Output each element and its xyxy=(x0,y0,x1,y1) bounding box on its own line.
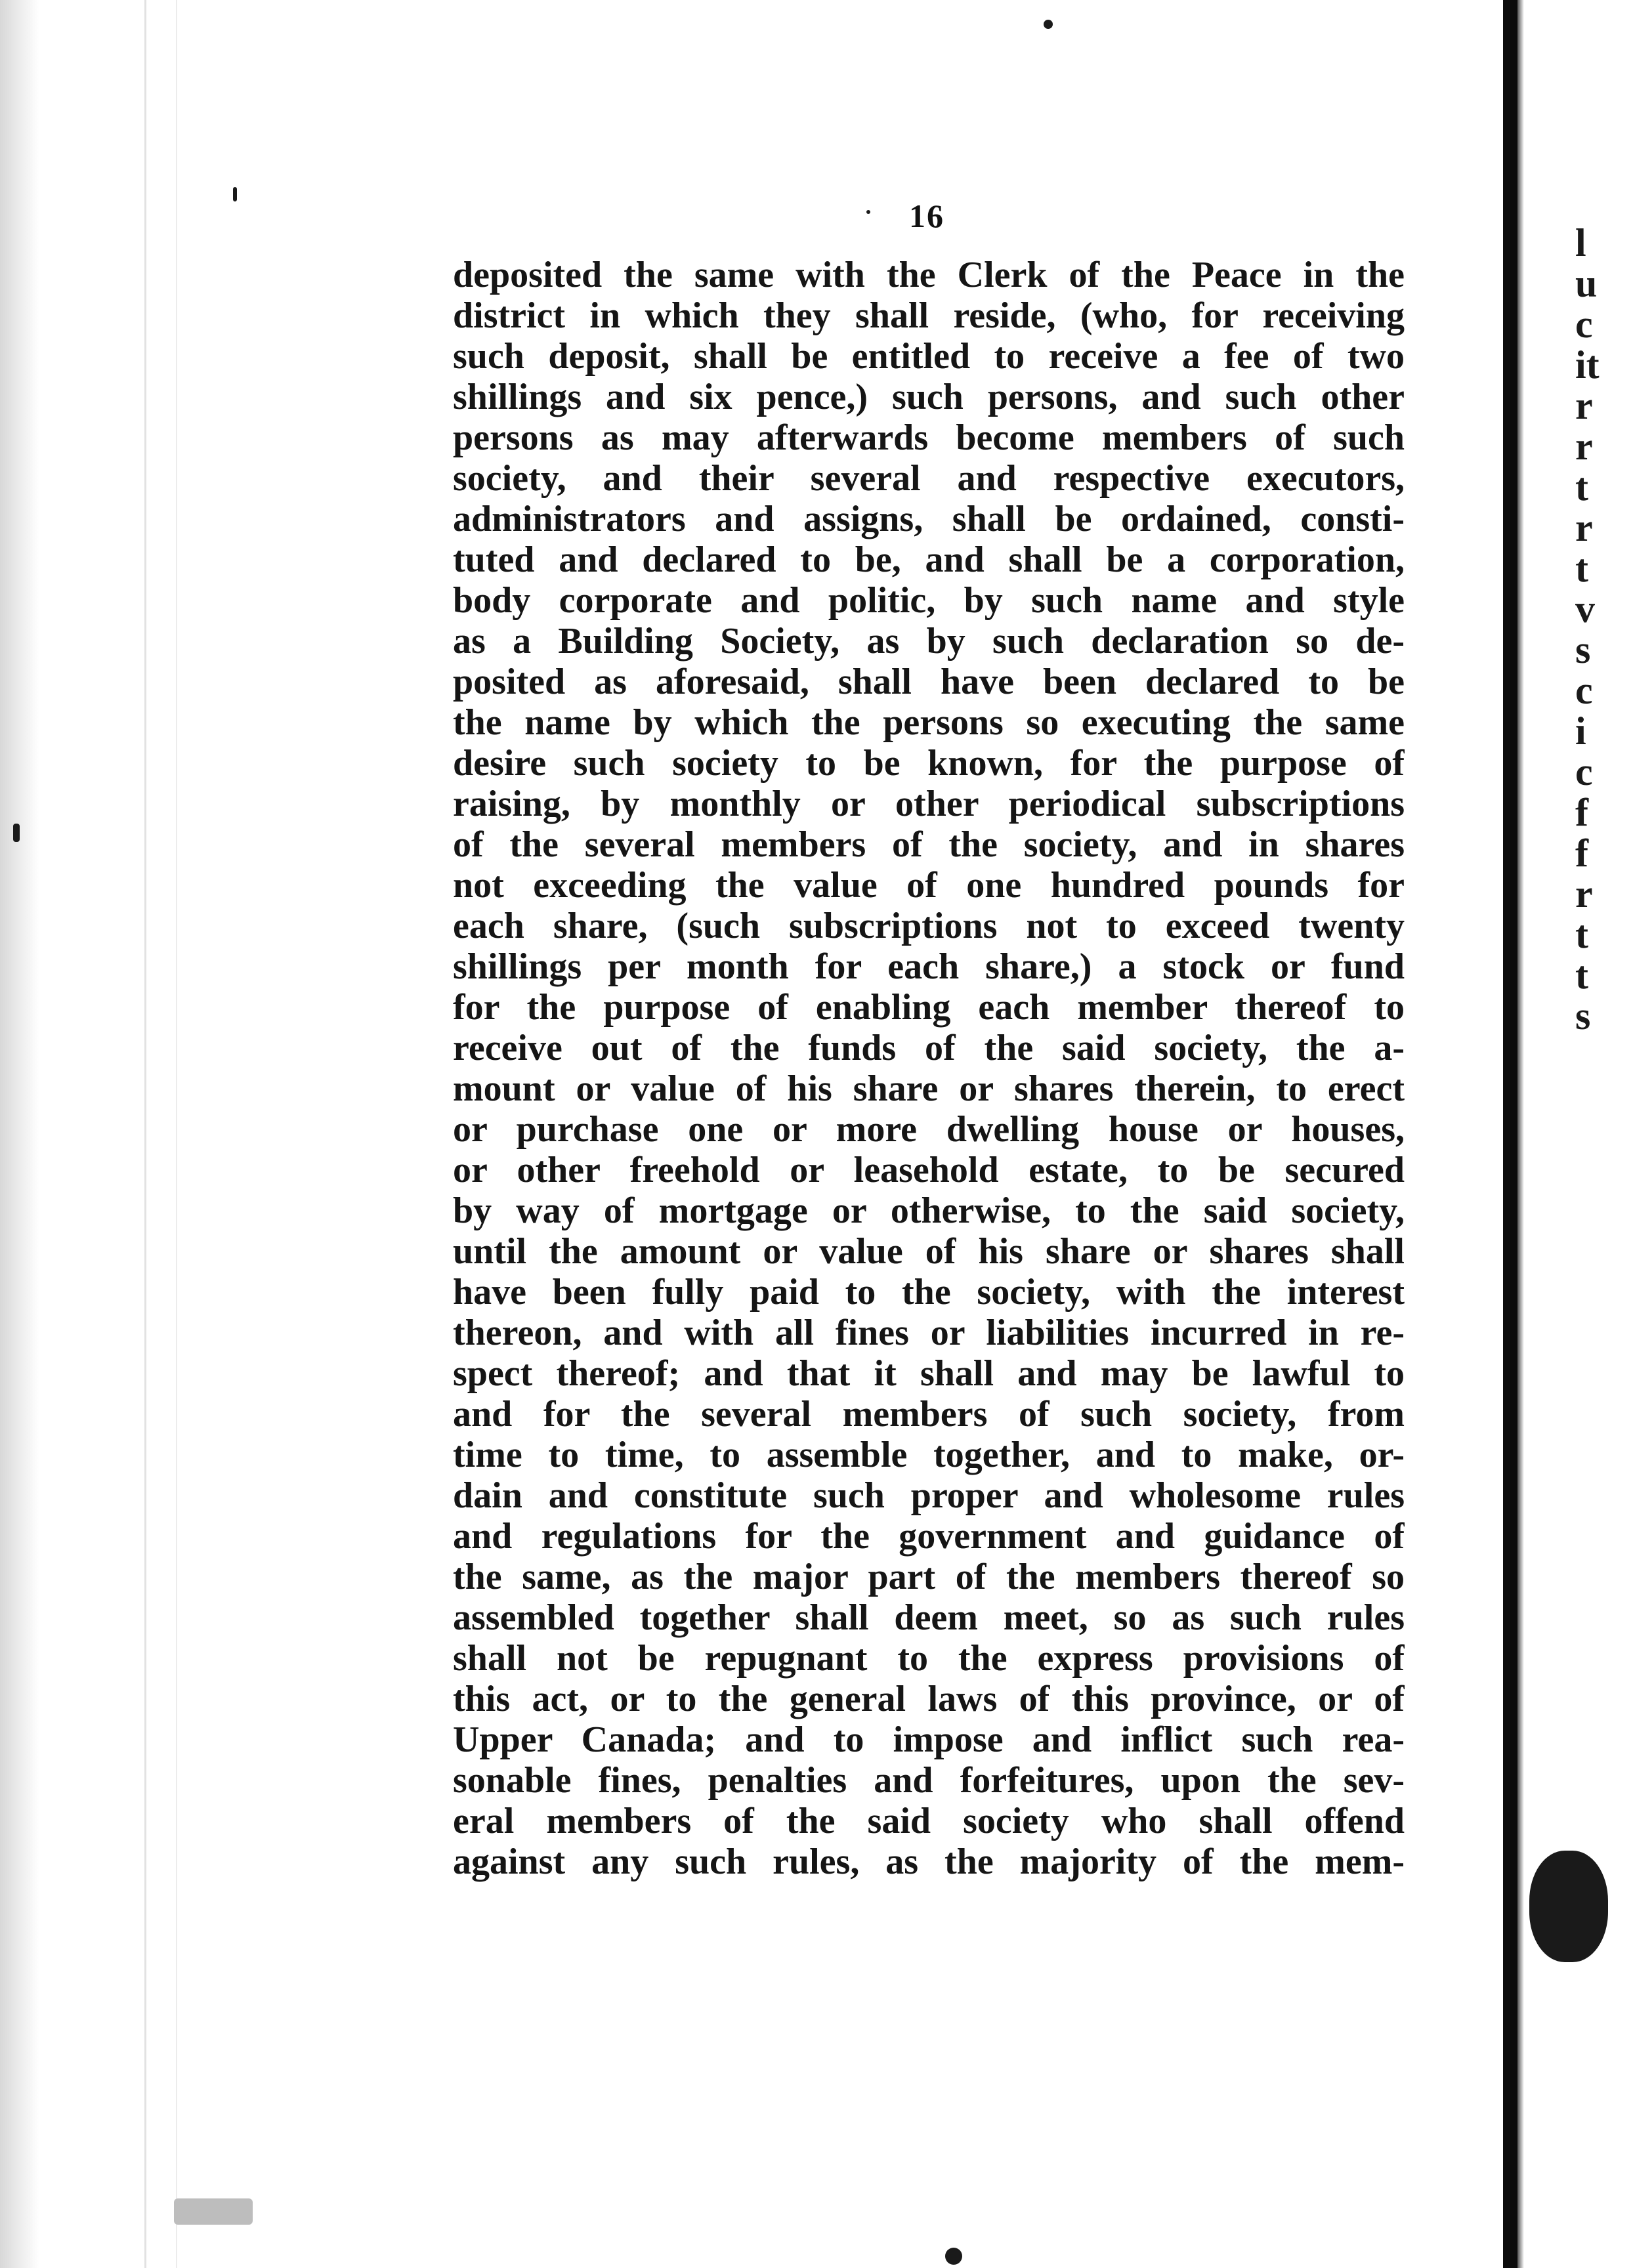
adjacent-fragment: u xyxy=(1575,262,1598,305)
text-line: until the amount or value of his share or shares shall xyxy=(453,1231,1405,1272)
text-line: raising, by monthly or other periodical subscriptions xyxy=(453,784,1405,824)
text-line: Upper Canada; and to impose and inflict such rea- xyxy=(453,1719,1405,1760)
text-line: the same, as the major part of the members thereof so xyxy=(453,1557,1405,1597)
text-line: mount or value of his share or shares therein, to erect xyxy=(453,1068,1405,1109)
text-line: tuted and declared to be, and shall be a corporation, xyxy=(453,539,1405,580)
adjacent-fragment: c xyxy=(1575,669,1593,712)
text-line: as a Building Society, as by such declaration so de- xyxy=(453,621,1405,662)
adjacent-fragment: r xyxy=(1575,384,1593,427)
text-line: for the purpose of enabling each member thereof to xyxy=(453,987,1405,1028)
adjacent-fragment: s xyxy=(1575,628,1591,671)
text-line: posited as aforesaid, shall have been declared to be xyxy=(453,662,1405,702)
text-line: or purchase one or more dwelling house or houses, xyxy=(453,1109,1405,1150)
text-line: persons as may afterwards become members of such xyxy=(453,417,1405,458)
adjacent-fragment: r xyxy=(1575,872,1593,915)
text-line: and regulations for the government and guidance of xyxy=(453,1516,1405,1557)
text-line: time to time, to assemble together, and to make, or- xyxy=(453,1435,1405,1475)
adjacent-fragment: r xyxy=(1575,506,1593,549)
text-line: district in which they shall reside, (who, for receiving xyxy=(453,295,1405,336)
text-line: deposited the same with the Clerk of the Peace in the xyxy=(453,255,1405,295)
text-line: body corporate and politic, by such name and style xyxy=(453,580,1405,621)
page-edge-blot xyxy=(1529,1851,1608,1962)
text-line: desire such society to be known, for the purpose of xyxy=(453,743,1405,784)
text-line: this act, or to the general laws of this province, or of xyxy=(453,1679,1405,1719)
text-line: society, and their several and respective executors, xyxy=(453,458,1405,499)
adjacent-fragment: r xyxy=(1575,425,1593,468)
adjacent-fragment: f xyxy=(1575,791,1588,834)
text-line: shillings per month for each share,) a stock or fund xyxy=(453,946,1405,987)
adjacent-fragment: it xyxy=(1575,343,1600,387)
text-line: against any such rules, as the majority of the mem- xyxy=(453,1841,1405,1882)
text-line: sonable fines, penalties and forfeitures, upon the sev- xyxy=(453,1760,1405,1801)
text-line: each share, (such subscriptions not to exceed twenty xyxy=(453,906,1405,946)
adjacent-fragment: f xyxy=(1575,831,1588,875)
text-line: shall not be repugnant to the express provisions of xyxy=(453,1638,1405,1679)
adjacent-fragment: i xyxy=(1575,709,1586,753)
adjacent-fragment: v xyxy=(1575,587,1595,631)
adjacent-fragment: t xyxy=(1575,913,1588,956)
text-line: and for the several members of such society, from xyxy=(453,1394,1405,1435)
speck xyxy=(866,210,870,214)
text-line: spect thereof; and that it shall and may be lawful to xyxy=(453,1353,1405,1394)
adjacent-page-edge xyxy=(1503,0,1517,2268)
adjacent-fragment: t xyxy=(1575,547,1588,590)
text-line: such deposit, shall be entitled to receive a fee of two xyxy=(453,336,1405,377)
adjacent-fragment: c xyxy=(1575,750,1593,793)
page-corner-mark xyxy=(174,2198,253,2225)
text-line: the name by which the persons so executing the same xyxy=(453,702,1405,743)
page-crease-line-secondary xyxy=(176,0,177,2268)
text-line: dain and constitute such proper and wholesome rules xyxy=(453,1475,1405,1516)
adjacent-fragment: c xyxy=(1575,303,1593,346)
text-line: administrators and assigns, shall be ordained, consti- xyxy=(453,499,1405,539)
adjacent-fragment: t xyxy=(1575,954,1588,997)
body-text xyxy=(453,255,1405,1882)
text-line: receive out of the funds of the said society, the a- xyxy=(453,1028,1405,1068)
adjacent-page-text-fragments xyxy=(1575,223,1628,1208)
speck xyxy=(945,2248,962,2265)
page-number: 16 xyxy=(909,198,944,234)
adjacent-fragment: s xyxy=(1575,994,1591,1038)
binding-shadow xyxy=(0,0,39,2268)
text-line: eral members of the said society who shall offend xyxy=(453,1801,1405,1841)
text-line: thereon, and with all fines or liabilities incurred in re- xyxy=(453,1312,1405,1353)
text-line: by way of mortgage or otherwise, to the said society, xyxy=(453,1190,1405,1231)
speck xyxy=(1044,20,1053,29)
text-line: shillings and six pence,) such persons, and such other xyxy=(453,377,1405,417)
text-line: or other freehold or leasehold estate, to be secured xyxy=(453,1150,1405,1190)
adjacent-fragment: l xyxy=(1575,221,1586,264)
page-crease-line xyxy=(144,0,146,2268)
adjacent-page-edge-shadow xyxy=(1517,0,1524,2268)
speck xyxy=(233,187,237,201)
adjacent-fragment: t xyxy=(1575,465,1588,509)
text-line: assembled together shall deem meet, so as such rules xyxy=(453,1597,1405,1638)
text-line: of the several members of the society, and in shares xyxy=(453,824,1405,865)
text-line: not exceeding the value of one hundred pounds for xyxy=(453,865,1405,906)
speck xyxy=(13,824,20,842)
text-line: have been fully paid to the society, with the interest xyxy=(453,1272,1405,1312)
